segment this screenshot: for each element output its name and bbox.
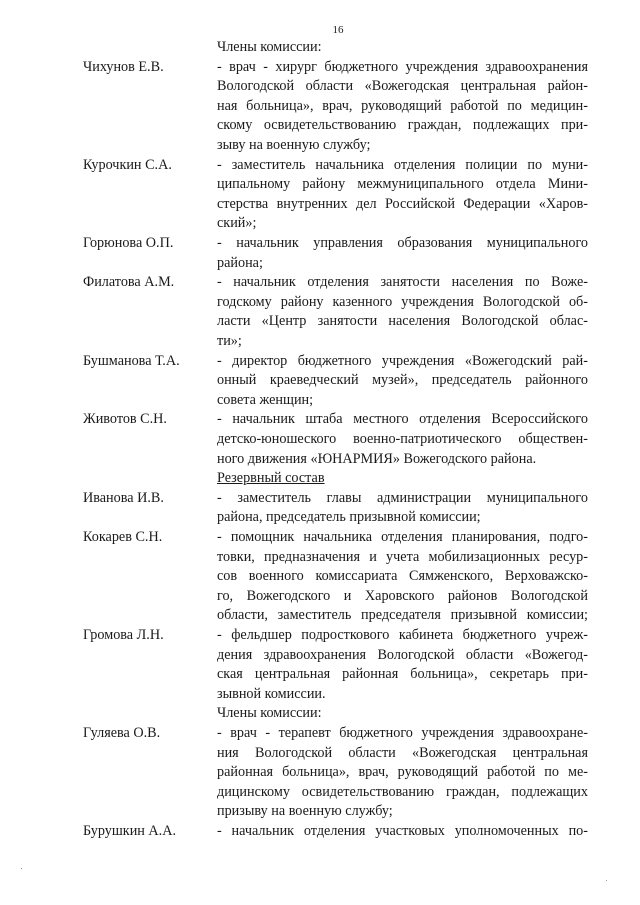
member-description: годскому району казенного учреждения Вологодской об- — [217, 293, 588, 310]
text-line — [0, 115, 640, 135]
text-line — [0, 762, 640, 782]
member-description: - фельдшер подросткового кабинета бюджетного учреж- — [217, 627, 588, 643]
member-description: - начальник отделения занятости населения по Воже- — [217, 274, 588, 291]
text-line — [0, 96, 640, 116]
member-name: Курочкин С.А. — [83, 156, 172, 173]
member-description: ципальному району межмуниципального отдела Мини- — [217, 176, 588, 193]
text-line — [0, 174, 640, 194]
member-description: района; — [217, 254, 263, 271]
text-line — [0, 723, 640, 743]
text-line — [0, 135, 640, 155]
text-line — [0, 311, 640, 331]
member-description: ская центральная районная больница», секретарь при- — [217, 666, 588, 683]
member-description: ния Вологодской области «Вожегодская центральная — [217, 744, 588, 761]
text-line — [0, 155, 640, 175]
scan-speck — [606, 880, 607, 881]
member-name: Бушманова Т.А. — [83, 352, 180, 369]
member-description: скому освидетельствованию граждан, подлежащих при- — [217, 117, 588, 134]
member-name: Гуляева О.В. — [83, 725, 161, 741]
member-description: го, Вожегодского и Харовского районов Вологодской — [217, 587, 588, 604]
text-line — [0, 782, 640, 802]
text-line — [0, 625, 640, 645]
member-name: Чихунов Е.В. — [83, 58, 164, 75]
text-line — [0, 194, 640, 214]
text-line — [0, 586, 640, 606]
member-name: Иванова И.В. — [83, 489, 164, 506]
member-description: ласти «Центр занятости населения Вологодской облас- — [217, 313, 588, 330]
member-description: ти»; — [217, 333, 242, 349]
member-description: района, председатель призывной комиссии; — [217, 509, 481, 526]
member-description: Вологодской области «Вожегодская центральная район- — [217, 78, 588, 95]
member-description: - заместитель начальника отделения полиции по муни- — [217, 156, 588, 173]
member-name: Бурушкин А.А. — [83, 823, 177, 839]
member-name: Кокарев С.Н. — [83, 529, 163, 545]
member-description: - директор бюджетного учреждения «Вожегодский рай- — [217, 352, 588, 369]
text-line — [0, 547, 640, 567]
member-name: Филатова А.М. — [83, 274, 175, 291]
scan-speck — [21, 868, 22, 869]
member-description: дицинскому освидетельствованию граждан, подлежащих — [217, 783, 588, 800]
member-description: - начальник управления образования муниципального — [217, 235, 588, 251]
member-description: стерства внутренних дел Российской Федерации «Харов- — [217, 195, 588, 212]
text-line — [0, 821, 640, 841]
text-line — [0, 213, 640, 233]
text-line — [0, 743, 640, 763]
text-line — [0, 57, 640, 77]
text-line — [0, 507, 640, 527]
text-line — [0, 527, 640, 547]
member-description: сов военного комиссариата Сямженского, Верховажско- — [217, 568, 588, 585]
member-description: - заместитель главы администрации муниципального — [217, 489, 588, 506]
text-line — [0, 351, 640, 371]
text-line — [0, 468, 640, 488]
member-description: товки, предназначения и учета мобилизационных ресур- — [217, 548, 588, 565]
member-description: - начальник отделения участковых уполномоченных по- — [217, 823, 588, 839]
member-description: онный краеведческий музей», председатель районного — [217, 372, 588, 389]
member-description: ский»; — [217, 215, 257, 232]
member-name: Животов С.Н. — [83, 411, 167, 428]
member-description: ного движения «ЮНАРМИЯ» Вожегодского района. — [217, 450, 537, 467]
member-description: районная больница», врач, руководящий работой по ме- — [217, 764, 588, 781]
text-line — [0, 292, 640, 312]
text-line — [0, 429, 640, 449]
text-line — [0, 390, 640, 410]
text-line — [0, 331, 640, 351]
text-line — [0, 664, 640, 684]
member-description: детско-юношеского военно-патриотического обществен- — [217, 431, 588, 447]
member-description: Члены комиссии: — [217, 705, 322, 722]
member-description: - начальник штаба местного отделения Всероссийского — [217, 411, 588, 428]
member-name: Горюнова О.П. — [83, 235, 174, 251]
member-description: совета женщин; — [217, 391, 314, 408]
member-description: зывной комиссии. — [217, 685, 326, 702]
text-line — [0, 684, 640, 704]
text-line — [0, 566, 640, 586]
text-line — [0, 645, 640, 665]
text-line — [0, 76, 640, 96]
member-description: - врач - хирург бюджетного учреждения здравоохранения — [217, 58, 588, 75]
text-line — [0, 449, 640, 469]
section-heading: Резервный состав — [217, 470, 325, 487]
text-line — [0, 37, 640, 57]
text-line — [0, 370, 640, 390]
text-line — [0, 409, 640, 429]
member-description: Члены комиссии: — [217, 39, 322, 55]
member-description: зыву на военную службу; — [217, 137, 371, 153]
text-line — [0, 488, 640, 508]
text-line — [0, 605, 640, 625]
page-number: 16 — [332, 24, 344, 36]
member-name: Громова Л.Н. — [83, 627, 164, 643]
text-line — [0, 703, 640, 723]
text-line — [0, 253, 640, 273]
text-line — [0, 233, 640, 253]
text-line — [0, 801, 640, 821]
member-description: призыву на военную службу; — [217, 803, 393, 820]
member-description: - врач - терапевт бюджетного учреждения здравоохране- — [217, 725, 588, 741]
member-description: ная больница», врач, руководящий работой по медицин- — [217, 97, 588, 114]
member-description: - помощник начальника отделения планирования, подго- — [217, 529, 588, 545]
text-line — [0, 272, 640, 292]
member-description: области, заместитель председателя призывной комиссии; — [217, 607, 588, 624]
member-description: дения здравоохранения Вологодской области «Вожегод- — [217, 646, 588, 663]
